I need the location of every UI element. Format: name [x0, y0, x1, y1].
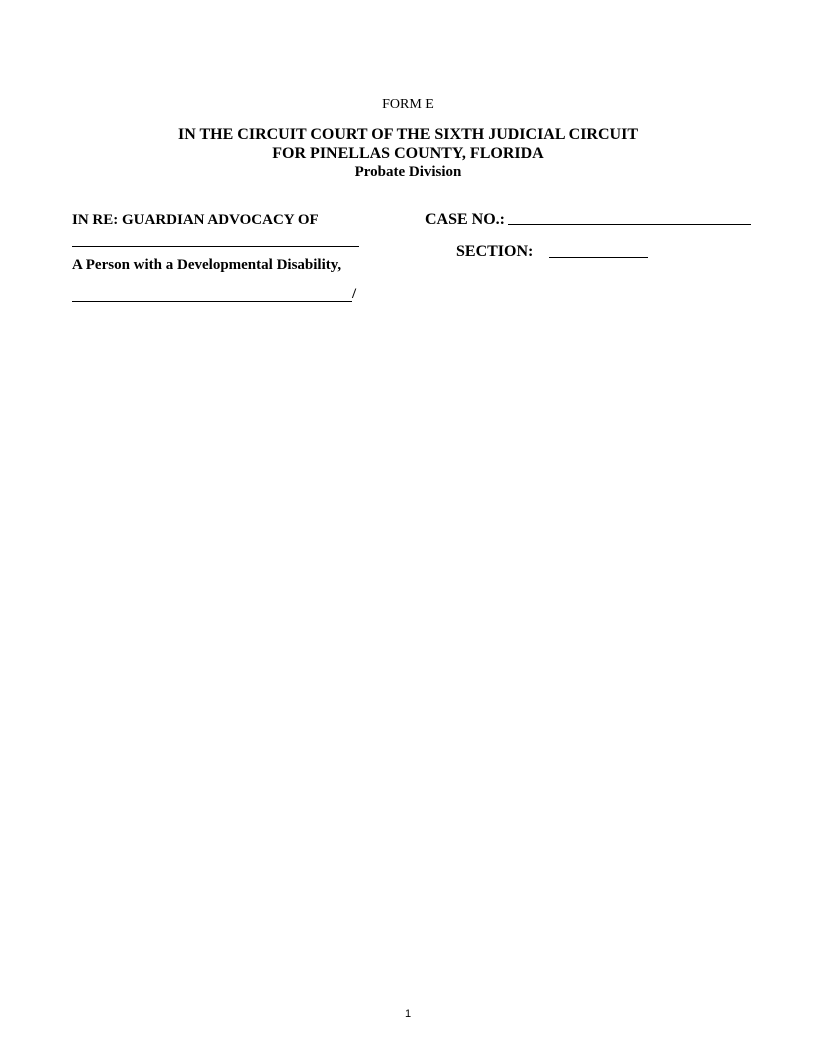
section-label: SECTION:: [456, 243, 534, 260]
case-number-label: CASE NO.:: [425, 211, 506, 228]
form-label: FORM E: [382, 97, 434, 112]
ward-name-blank[interactable]: [72, 246, 359, 247]
county-line: FOR PINELLAS COUNTY, FLORIDA: [272, 145, 544, 162]
page-number: 1: [404, 1008, 412, 1020]
in-re-label: IN RE: GUARDIAN ADVOCACY OF: [72, 212, 319, 228]
section-blank[interactable]: [549, 257, 648, 258]
court-name-line: IN THE CIRCUIT COURT OF THE SIXTH JUDICIAL CIRCUIT: [178, 126, 638, 143]
additional-name-blank[interactable]: [72, 301, 352, 302]
caption-slash: /: [352, 286, 357, 302]
person-description-label: A Person with a Developmental Disability,: [72, 257, 342, 273]
case-number-blank[interactable]: [508, 224, 751, 225]
division-label: Probate Division: [354, 164, 462, 180]
